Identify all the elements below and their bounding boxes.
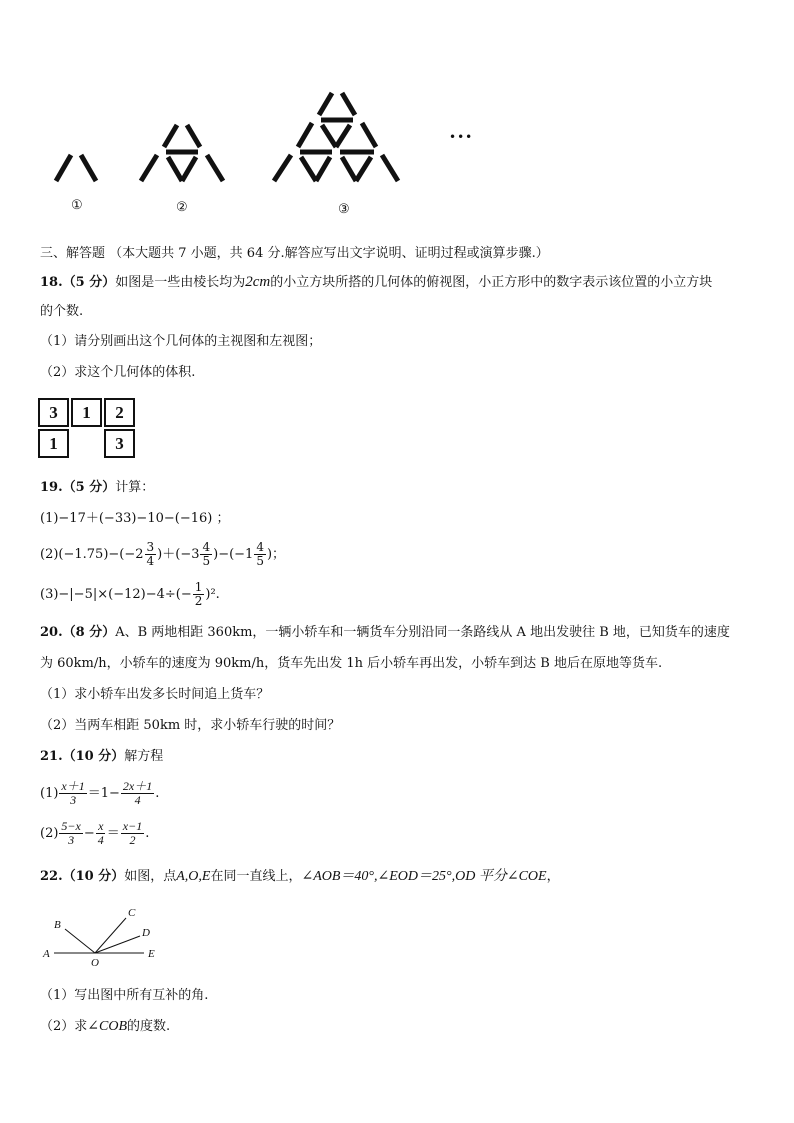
match-stick [382,155,398,181]
match-stick [81,155,96,181]
fraction: $\frac{5-x}{3}$ [61,819,81,847]
match-stick [168,157,182,181]
q19-title: 19.（5 分）计算： [40,480,155,495]
match-stick [298,123,312,147]
point-label-O: O [91,957,99,969]
q20-sub1: （1）求小轿车出发多长时间追上货车？ [40,687,270,702]
match-stick [316,157,330,181]
q18-sub1: （1）请分别画出这个几何体的主视图和左视图； [40,334,322,349]
q19-expr-1: (1)−17＋(−33)−10−(−16) ； [40,511,230,526]
q21-eq-1: (1) $\frac{x+1}{3}$ ＝1− $\frac{2x+1}{4}$ . [40,779,160,807]
q21-eq-2: (2) $\frac{5-x}{3}$ − $\frac{x}{4}$ ＝ $\frac{x-1}{2}$ . [40,819,150,847]
figure-label-1: ① [71,198,83,213]
angle-diagram [40,902,170,970]
q19-expr-3: (3)−|−5|×(−12)−4÷(− $\frac{1}{2}$ )². [40,580,220,608]
figure-label-3: ③ [338,202,350,217]
match-stick [342,157,356,181]
fraction: $\frac{x-1}{2}$ [122,819,143,847]
q18-unit: 2cm [245,274,271,290]
grid-cell: 2 [104,398,135,427]
q18-sub2: （2）求这个几何体的体积. [40,365,196,380]
match-stick [274,155,291,181]
q22-sub1: （1）写出图中所有互补的角. [40,988,209,1003]
match-stick [164,125,177,147]
q19-number: 19.（5 分） [40,480,116,495]
point-label-E: E [148,948,155,960]
match-stick [362,123,376,147]
q22-line1: 22.（10 分）如图，点A,O,E在同一直线上，∠AOB＝40°,∠EOD＝25°,OD 平分∠COE， [40,869,560,884]
q19-expr-2: (2)(−1.75)−(−2 $\frac{3}{4}$ )＋(−3 $\frac{4}{5}$ )−(−1 $\frac{4}{5}$ )； [40,540,286,568]
q21-number: 21.（10 分） [40,749,125,764]
point-label-A: A [43,948,50,960]
ray-OC [95,918,126,953]
ray-OD [95,936,140,953]
match-stick [336,125,350,147]
match-stick [342,93,355,115]
ray-OB [65,929,95,953]
fraction: $\frac{2x+1}{4}$ [122,779,153,807]
match-stick [141,155,157,181]
point-label-C: C [128,907,136,919]
grid-cell: 1 [38,429,69,458]
q21-title: 21.（10 分）解方程 [40,749,164,764]
ellipsis-dots: ••• [449,130,474,144]
match-stick [182,157,196,181]
point-label-D: D [142,927,150,939]
match-stick [319,93,332,115]
matchstick-pattern-figure [40,85,500,190]
match-stick [207,155,223,181]
q20-line2: 为 60km/h，小轿车的速度为 90km/h，货车先出发 1h 后小轿车再出发，小轿车到达 B 地后在原地等货车. [40,656,663,671]
q20-number: 20.（8 分） [40,625,116,640]
fraction: $\frac{4}{5}$ [256,540,264,568]
q18-line1: 18.（5 分）如图是一些由棱长均为2cm的小立方块所搭的几何体的俯视图，小正方形中的数字表示该位置的小立方块 [40,274,713,290]
fraction: $\frac{4}{5}$ [202,540,211,568]
grid-cell: 3 [38,398,69,427]
q22-number: 22.（10 分） [40,869,125,884]
figure-label-2: ② [176,200,188,215]
q22-sub2: （2）求∠COB的度数. [40,1019,171,1034]
q18-number: 18.（5 分） [40,275,116,290]
section-heading: 三、解答题 （本大题共 7 小题，共 64 分.解答应写出文字说明、证明过程或演算步骤.） [40,246,549,261]
grid-cell: 1 [71,398,102,427]
point-label-B: B [54,919,61,931]
q20-sub2: （2）当两车相距 50km 时，求小轿车行驶的时间？ [40,718,341,733]
match-stick [187,125,200,147]
fraction: $\frac{3}{4}$ [146,540,155,568]
q18-line2: 的个数. [40,304,84,319]
fraction: $\frac{1}{2}$ [194,580,203,608]
fraction: $\frac{x}{4}$ [97,819,104,847]
match-stick [322,125,336,147]
q20-line1: 20.（8 分）A、B 两地相距 360km，一辆小轿车和一辆货车分别沿同一条路线从 A 地出发驶往 B 地，已知货车的速度 [40,625,730,640]
match-stick [356,157,371,181]
grid-cell: 3 [104,429,135,458]
match-stick [56,155,71,181]
match-stick [301,157,316,181]
fraction: $\frac{x+1}{3}$ [61,779,85,807]
